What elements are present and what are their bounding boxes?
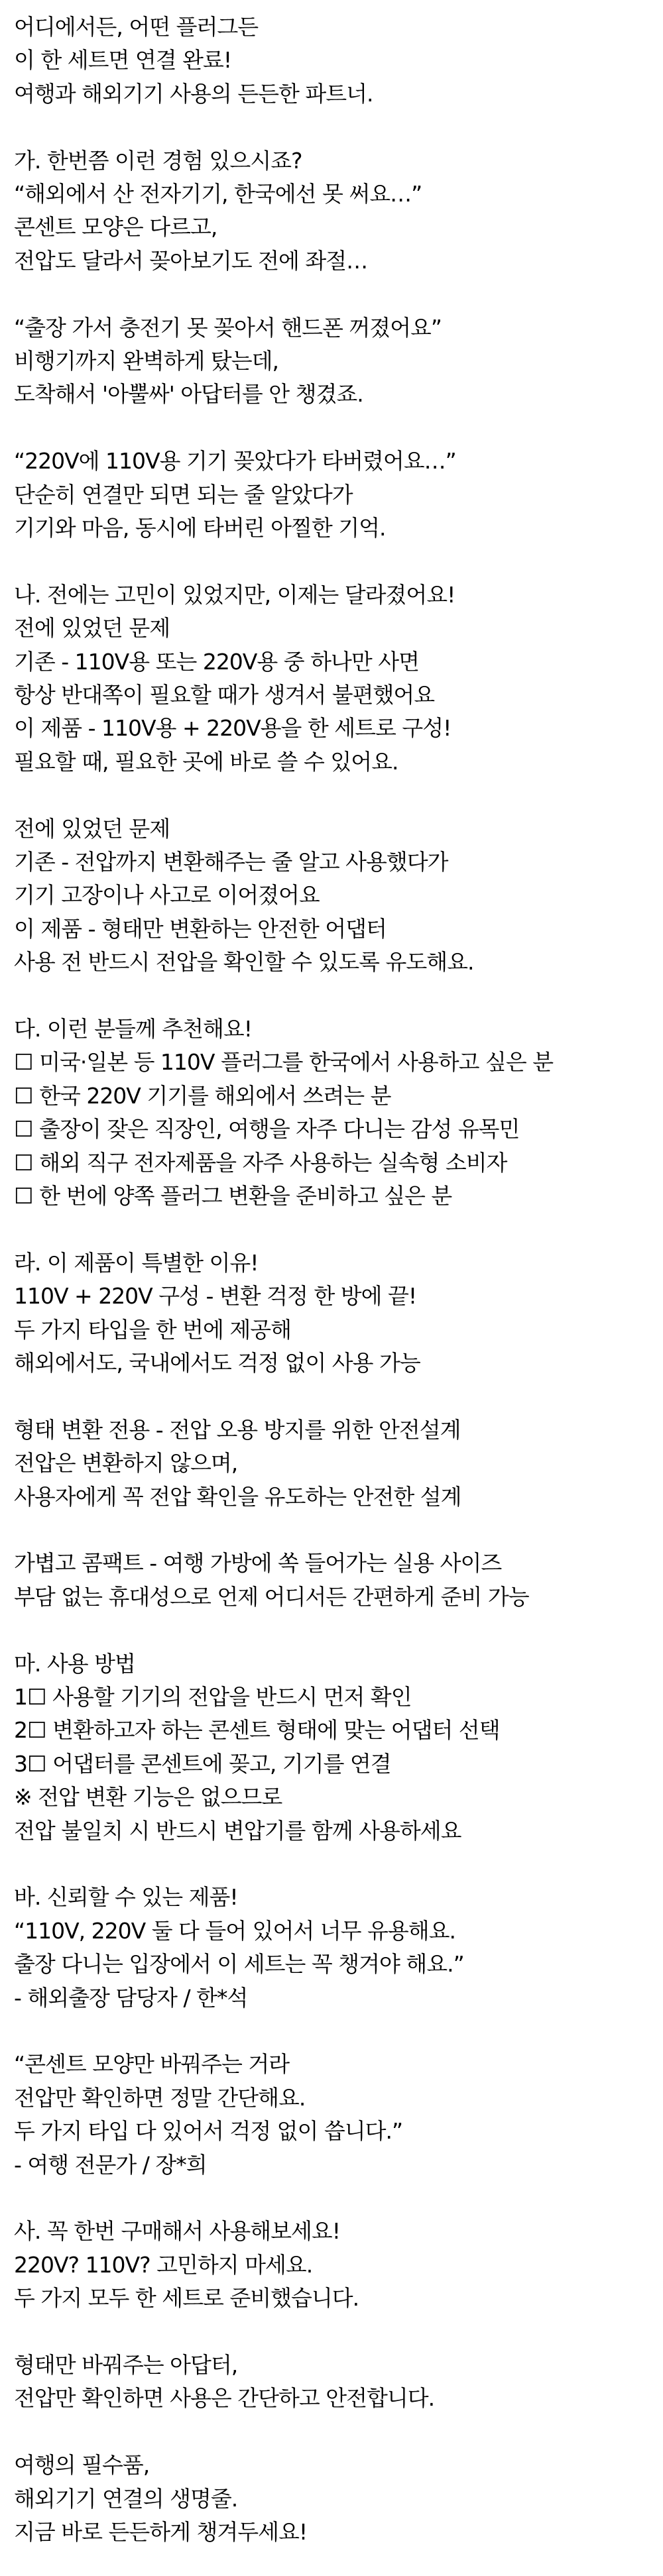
text-line: 사. 꼭 한번 구매해서 사용해보세요! [14,2218,340,2245]
text-line: 비행기까지 완벽하게 탔는데, [14,348,279,374]
text-line: ☐ 출장이 잦은 직장인, 여행을 자주 다니는 감성 유목민 [14,1116,520,1143]
text-line: 형태 변환 전용 - 전압 오용 방지를 위한 안전설계 [14,1416,461,1443]
text-line: 해외기기 연결의 생명줄. [14,2485,238,2512]
text-line: 형태만 바꿔주는 아답터, [14,2352,238,2378]
text-line: 출장 다니는 입장에서 이 세트는 꼭 챙겨야 해요.” [14,1951,464,1978]
text-line: 가볍고 콤팩트 - 여행 가방에 쏙 들어가는 실용 사이즈 [14,1550,502,1577]
text-line: 어디에서든, 어떤 플러그든 [14,14,259,40]
text-line: 두 가지 모두 한 세트로 준비했습니다. [14,2285,359,2312]
text-line: ☐ 해외 직구 전자제품을 자주 사용하는 실속형 소비자 [14,1149,507,1176]
text-line: 도착해서 '아뿔싸' 아답터를 안 챙겼죠. [14,381,363,408]
text-line: 마. 사용 방법 [14,1650,135,1677]
text-line: 항상 반대쪽이 필요할 때가 생겨서 불편했어요 [14,682,435,708]
text-line: 이 제품 - 110V용 + 220V용을 한 세트로 구성! [14,715,452,742]
text-line: 전에 있었던 문제 [14,815,170,842]
text-line: 부담 없는 휴대성으로 언제 어디서든 간편하게 준비 가능 [14,1583,529,1610]
text-line: 단순히 연결만 되면 되는 줄 알았다가 [14,481,353,508]
text-line: ☐ 한 번에 양쪽 플러그 변환을 준비하고 싶은 분 [14,1183,452,1209]
text-line: 이 한 세트면 연결 완료! [14,47,232,74]
text-line: ☐ 미국·일본 등 110V 플러그를 한국에서 사용하고 싶은 분 [14,1049,554,1076]
text-line: 전압도 달라서 꽂아보기도 전에 좌절… [14,247,368,274]
text-line: 기기와 마음, 동시에 타버린 아찔한 기억. [14,515,386,541]
text-line: 3☐ 어댑터를 콘센트에 꽂고, 기기를 연결 [14,1750,391,1777]
text-line: 사용자에게 꼭 전압 확인을 유도하는 안전한 설계 [14,1483,461,1510]
text-line: 지금 바로 든든하게 챙겨두세요! [14,2519,308,2545]
text-line: ※ 전압 변환 기능은 없으므로 [14,1784,282,1811]
text-line: 여행의 필수품, [14,2452,150,2479]
text-line: 사용 전 반드시 전압을 확인할 수 있도록 유도해요. [14,949,474,976]
text-line: 전에 있었던 문제 [14,615,170,642]
text-line: 전압 불일치 시 반드시 변압기를 함께 사용하세요 [14,1817,461,1844]
text-line: 기존 - 110V용 또는 220V용 중 하나만 사면 [14,648,419,675]
text-line: “220V에 110V용 기기 꽂았다가 타버렸어요…” [14,448,456,475]
text-line: 전압만 확인하면 사용은 간단하고 안전합니다. [14,2385,435,2412]
text-line: ☐ 한국 220V 기기를 해외에서 쓰려는 분 [14,1082,391,1109]
text-line: 110V + 220V 구성 - 변환 걱정 한 방에 끝! [14,1283,417,1310]
text-line: 가. 한번쯤 이런 경험 있으시죠? [14,147,302,174]
text-line: “콘센트 모양만 바꿔주는 거라 [14,2051,290,2078]
text-line: “110V, 220V 둘 다 들어 있어서 너무 유용해요. [14,1917,456,1944]
text-line: 기존 - 전압까지 변환해주는 줄 알고 사용했다가 [14,849,448,875]
text-line: 두 가지 타입을 한 번에 제공해 [14,1316,291,1343]
text-line: 두 가지 타입 다 있어서 걱정 없이 씁니다.” [14,2118,403,2145]
text-line: 이 제품 - 형태만 변환하는 안전한 어댑터 [14,915,387,942]
text-line: 다. 이런 분들께 추천해요! [14,1016,252,1042]
text-line: 나. 전에는 고민이 있었지만, 이제는 달라졌어요! [14,581,455,608]
text-line: 전압은 변환하지 않으며, [14,1450,238,1477]
text-line: - 여행 전문가 / 장*희 [14,2151,207,2178]
text-line: “해외에서 산 전자기기, 한국에선 못 써요…” [14,181,422,207]
text-line: 1☐ 사용할 기기의 전압을 반드시 먼저 확인 [14,1684,412,1710]
text-line: 필요할 때, 필요한 곳에 바로 쓸 수 있어요. [14,748,398,775]
text-line: - 해외출장 담당자 / 한*석 [14,1984,248,2011]
text-line: 바. 신뢰할 수 있는 제품! [14,1884,238,1911]
text-line: 여행과 해외기기 사용의 든든한 파트너. [14,80,373,107]
text-line: 220V? 110V? 고민하지 마세요. [14,2251,313,2278]
text-line: 콘센트 모양은 다르고, [14,214,217,241]
text-line: 기기 고장이나 사고로 이어졌어요 [14,882,320,909]
text-line: 해외에서도, 국내에서도 걱정 없이 사용 가능 [14,1350,420,1376]
text-line: 전압만 확인하면 정말 간단해요. [14,2084,306,2111]
text-line: 라. 이 제품이 특별한 이유! [14,1249,259,1276]
text-line: “출장 가서 충전기 못 꽂아서 핸드폰 꺼졌어요” [14,314,442,341]
text-line: 2☐ 변환하고자 하는 콘센트 형태에 맞는 어댑터 선택 [14,1717,500,1744]
